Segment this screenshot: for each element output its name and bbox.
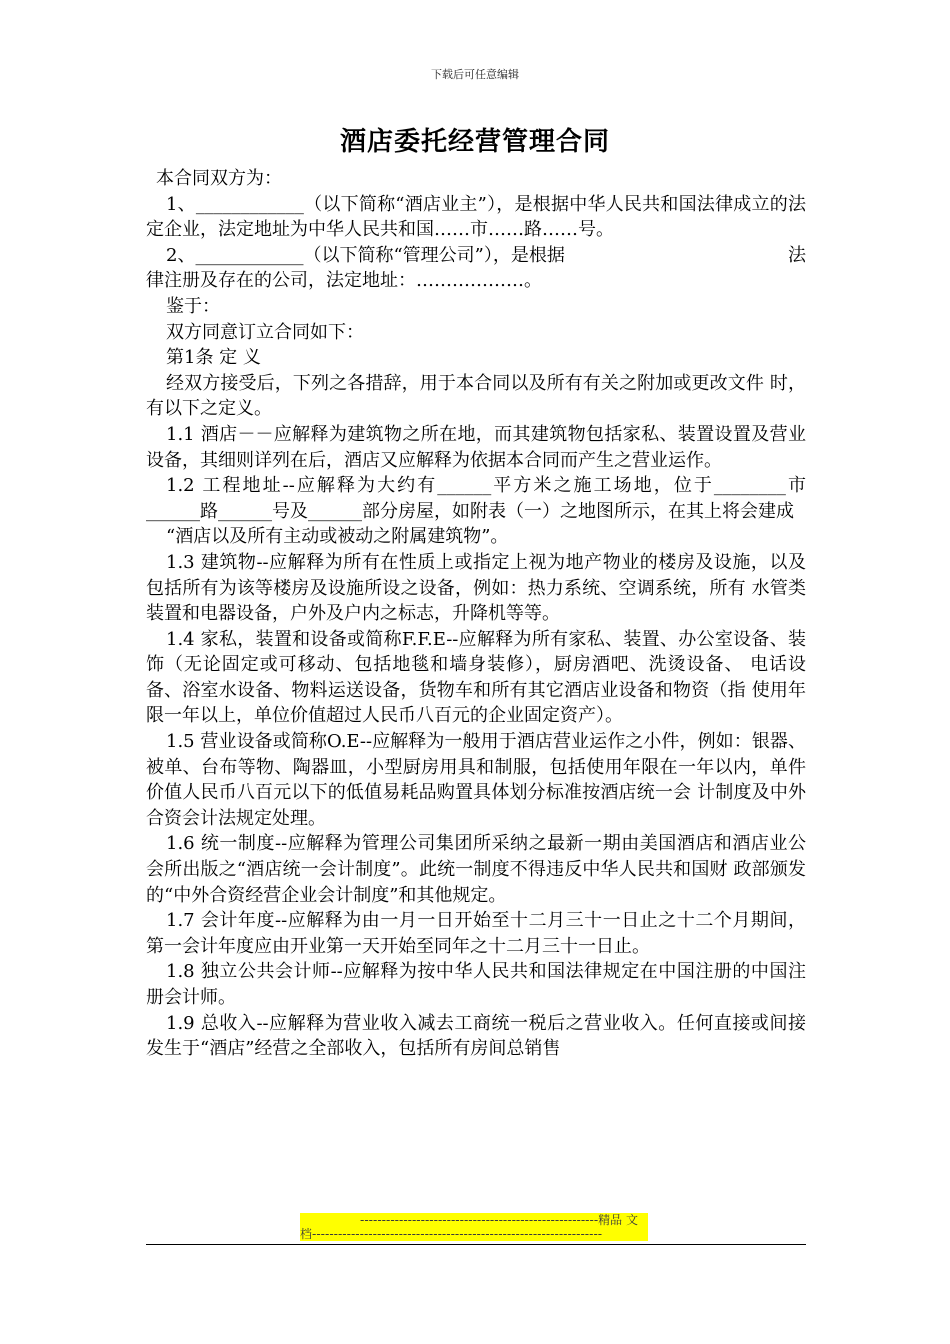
- party-1-clause: 1、____________（以下简称“酒店业主”），是根据中华人民共和国法律成立的法定企业，法定地址为中华人民共和国……市……路……号。: [146, 193, 806, 241]
- footer-watermark-band: [300, 1213, 648, 1241]
- header-note: 下载后可任意编辑: [431, 68, 519, 81]
- clause-1-9: 1.9 总收入--应解释为营业收入减去工商统一税后之营业收入。任何直接或间接发生于“酒店”经营之全部收入，包括所有房间总销售: [146, 1012, 806, 1060]
- party-2-text: 2、____________（以下简称“管理公司”），是根据: [166, 244, 565, 266]
- contract-body: [146, 166, 806, 1062]
- agreement-line: 双方同意订立合同如下：: [166, 321, 364, 343]
- clause-1-1: 1.1 酒店－－应解释为建筑物之所在地，而其建筑物包括家私、装置设置及营业设备，其细则详列在后，酒店又应解释为依据本合同而产生之营业运作。: [146, 423, 806, 471]
- clause-1-6: 1.6 统一制度--应解释为管理公司集团所采纳之最新一期由美国酒店和酒店业公会所出版之“酒店统一会计制度”。此统一制度不得违反中华人民共和国财 政部颁发的“中外合资经营企业会计制度”和其他规定。: [146, 833, 806, 906]
- article-1-intro: 经双方接受后，下列之各措辞，用于本合同以及所有有关之附加或更改文件 时，有以下之定义。: [146, 372, 806, 420]
- clause-1-8: 1.8 独立公共会计师--应解释为按中华人民共和国法律规定在中国注册的中国注册会计师。: [146, 961, 806, 1008]
- clause-1-3: 1.3 建筑物--应解释为所有在性质上或指定上视为地产物业的楼房及设施，以及包括所有为该等楼房及设施所设之设备，例如：热力系统、空调系统，所有 水管类装置和电器设备，户外及户内之标志，升降机等等。: [146, 551, 806, 625]
- article-1-heading: 第1条 定 义: [166, 347, 261, 369]
- footer-watermark-line-1: -------------------------------------------------------精品 文: [360, 1213, 638, 1227]
- footer-divider: [146, 1244, 806, 1245]
- party-2-clause: [146, 243, 806, 269]
- footer-watermark-line-2: 档-------------------------------------------------------------------: [300, 1227, 603, 1241]
- document-title: 酒店委托经营管理合同: [339, 127, 610, 157]
- intro-line: 本合同双方为：: [156, 168, 282, 189]
- party-2-continuation: 律注册及存在的公司，法定地址：………………。: [146, 270, 542, 292]
- clause-1-4: 1.4 家私，装置和设备或简称F.F.E--应解释为所有家私、装置、办公室设备、装饰（无论固定或可移动、包括地毯和墙身装修），厨房酒吧、洗烫设备、 电话设备、浴室水设备、物料运送设备，货物车和所有其它酒店业设备和物资（指 使用年限一年以上，单位价值超过人民币八百元的企业固定资产）。: [146, 628, 806, 727]
- clause-1-7: 1.7 会计年度--应解释为由一月一日开始至十二月三十一日止之十二个月期间，第一会计年度应由开业第一天开始至同年之十二月三十一日止。: [146, 910, 806, 957]
- party-2-text-end: 法: [788, 244, 806, 266]
- clause-1-5: 1.5 营业设备或简称O.E--应解释为一般用于酒店营业运作之小件，例如：银器、被单、台布等物、陶器皿，小型厨房用具和制服，包括使用年限在一年以内，单件价值人民币八百元以下的低值易耗品购置具体划分标准按酒店统一会 计制度及中外合资会计法规定处理。: [146, 731, 806, 829]
- whereas-line: 鉴于：: [166, 295, 220, 317]
- clause-1-2-continuation: “酒店以及所有主动或被动之附属建筑物”。: [166, 526, 509, 548]
- clause-1-2: 1.2 工程地址--应解释为大约有______平方米之施工场地，位于________市______路______号及______部分房屋，如附表（一）之地图所示，在其上将会建成: [146, 475, 806, 522]
